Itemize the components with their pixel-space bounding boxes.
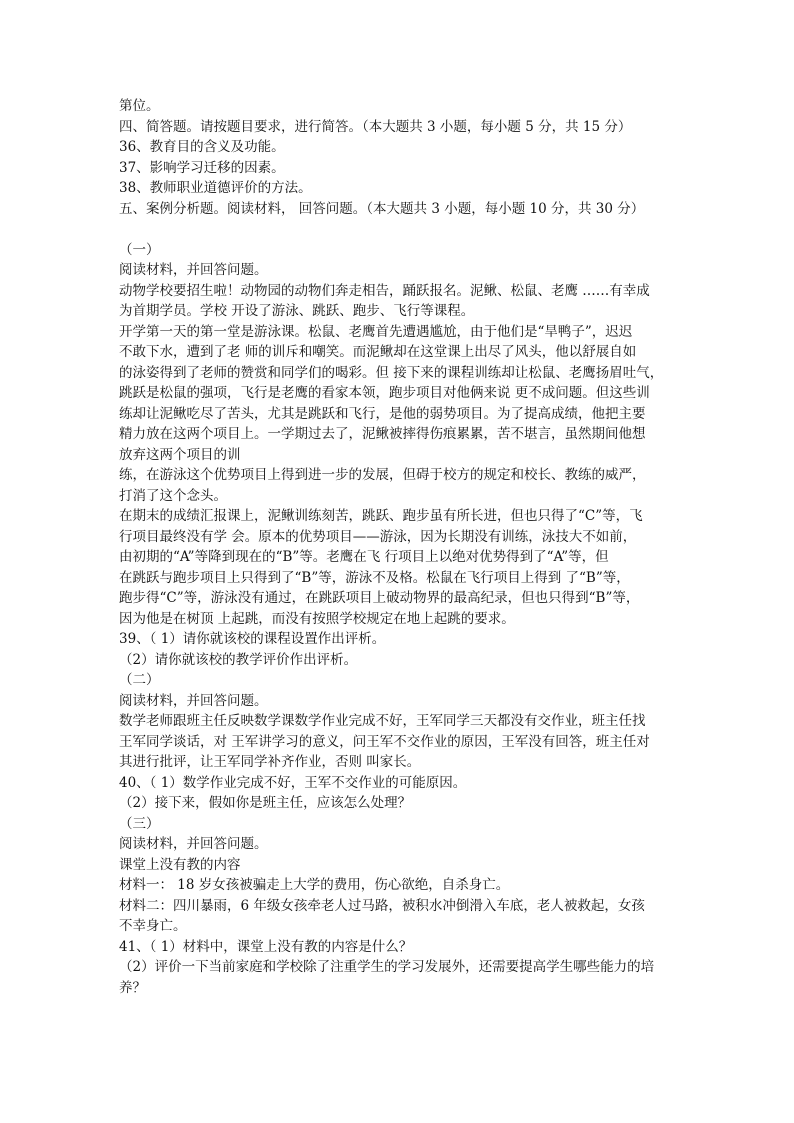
material-line: 王军同学谈话，对 王军讲学习的意义，问王军不交作业的原因，王军没有回答，班主任对 (119, 733, 650, 750)
material-title: 课堂上没有教的内容 (119, 856, 241, 873)
section-heading: 四、简答题。请按题目要求，进行简答。（本大题共 3 小题，每小题 5 分，共 15 分） (119, 118, 632, 135)
material-line: 在跳跃与跑步项目上只得到了“B”等，游泳不及格。松鼠在飞行项目上得到 了“B”等， (119, 569, 630, 586)
material-one: 材料一： 18 岁女孩被骗走上大学的费用，伤心欲绝，自杀身亡。 (119, 877, 510, 893)
material-line: 放弃这两个项目的训 (119, 446, 241, 463)
material-line: 不敢下水，遭到了老 师的训斥和嘲笑。而泥鳅却在这堂课上出尽了风头，他以舒展自如 (119, 344, 637, 360)
question-39-2: （2）请你就该校的教学评价作出评析。 (119, 651, 358, 668)
instruction-line: 阅读材料，并回答问题。 (119, 692, 268, 709)
case-label: （三） (119, 815, 160, 832)
material-line: 行项目最终没有学 会。原本的优势项目——游泳，因为长期没有训练，泳技大不如前， (119, 528, 637, 545)
question-38: 38、教师职业道德评价的方法。 (119, 180, 312, 196)
material-line: 跑步得“C”等，游泳没有通过，在跳跃项目上破动物界的最高纪录，但也只得到“B”等， (119, 590, 640, 606)
question-37: 37、影响学习迁移的因素。 (119, 159, 285, 176)
material-line: 动物学校要招生啦！动物园的动物们奔走相告，踊跃报名。泥鳅、松鼠、老鹰 ……有幸成 (119, 282, 650, 299)
document-page (119, 96, 679, 998)
material-two: 材料二：四川暴雨，6 年级女孩牵老人过马路，被积水冲倒滑入车底，老人被救起，女孩 (119, 897, 645, 914)
instruction-line: 阅读材料，并回答问题。 (119, 262, 268, 278)
text-line: 第位。 (119, 98, 160, 114)
question-40-1: 40、（ 1）数学作业完成不好，王军不交作业的可能原因。 (119, 774, 467, 791)
material-line: 因为他是在树顶 上起跳，而没有按照学校规定在地上起跳的要求。 (119, 610, 515, 627)
material-line: 练却让泥鳅吃尽了苦头，尤其是跳跃和飞行，是他的弱势项目。为了提高成绩，他把主要 (119, 405, 646, 422)
instruction-line: 阅读材料，并回答问题。 (119, 836, 268, 852)
question-41-2: （2）评价一下当前家庭和学校除了注重学生的学习发展外，还需要提高学生哪些能力的培 (119, 959, 655, 975)
material-line: 的泳姿得到了老师的赞赏和同学们的喝彩。但 接下来的课程训练却让松鼠、老鹰扬眉吐气， (119, 364, 664, 381)
material-line: 在期末的成绩汇报课上，泥鳅训练刻苦，跳跃、跑步虽有所长进，但也只得了“C”等，飞 (119, 508, 643, 524)
material-line: 其进行批评，让王军同学补齐作业，否则 叫家长。 (119, 754, 421, 770)
material-line: 练，在游泳这个优势项目上得到进一步的发展，但碍于校方的规定和校长、教练的威严， (119, 467, 646, 483)
question-36: 36、教育目的含义及功能。 (119, 139, 285, 155)
material-line: 精力放在这两个项目上。一学期过去了，泥鳅被摔得伤痕累累，苦不堪言，虽然期间他想 (119, 426, 646, 442)
material-line: 为首期学员。学校 开设了游泳、跳跃、跑步、飞行等课程。 (119, 303, 475, 319)
material-two: 不幸身亡。 (119, 918, 187, 934)
case-label: （一） (119, 241, 160, 258)
material-line: 打消了这个念头。 (119, 487, 227, 504)
material-line: 数学老师跟班主任反映数学课数学作业完成不好，王军同学三天都没有交作业，班主任找 (119, 713, 646, 729)
material-line: 跳跃是松鼠的强项，飞行是老鹰的看家本领，跑步项目对他俩来说 更不成问题。但这些训 (119, 385, 650, 401)
question-41-2: 养？ (119, 979, 146, 996)
section-heading: 五、案例分析题。阅读材料， 回答问题。（本大题共 3 小题，每小题 10 分，共 30 分） (119, 200, 645, 217)
question-39-1: 39、（ 1）请你就该校的课程设置作出评析。 (119, 631, 386, 647)
material-line: 开学第一天的第一堂是游泳课。松鼠、老鹰首先遭遇尴尬，由于他们是“旱鸭子”，迟迟 (119, 323, 633, 340)
material-line: 由初期的“A”等降到现在的“B”等。老鹰在飞 行项目上以绝对优势得到了“A”等，但 (119, 549, 609, 565)
case-label: （二） (119, 672, 160, 688)
question-41-1: 41、（ 1）材料中，课堂上没有教的内容是什么？ (119, 938, 413, 955)
blank-line (119, 219, 679, 240)
question-40-2: （2）接下来，假如你是班主任，应该怎么处理？ (119, 795, 412, 811)
